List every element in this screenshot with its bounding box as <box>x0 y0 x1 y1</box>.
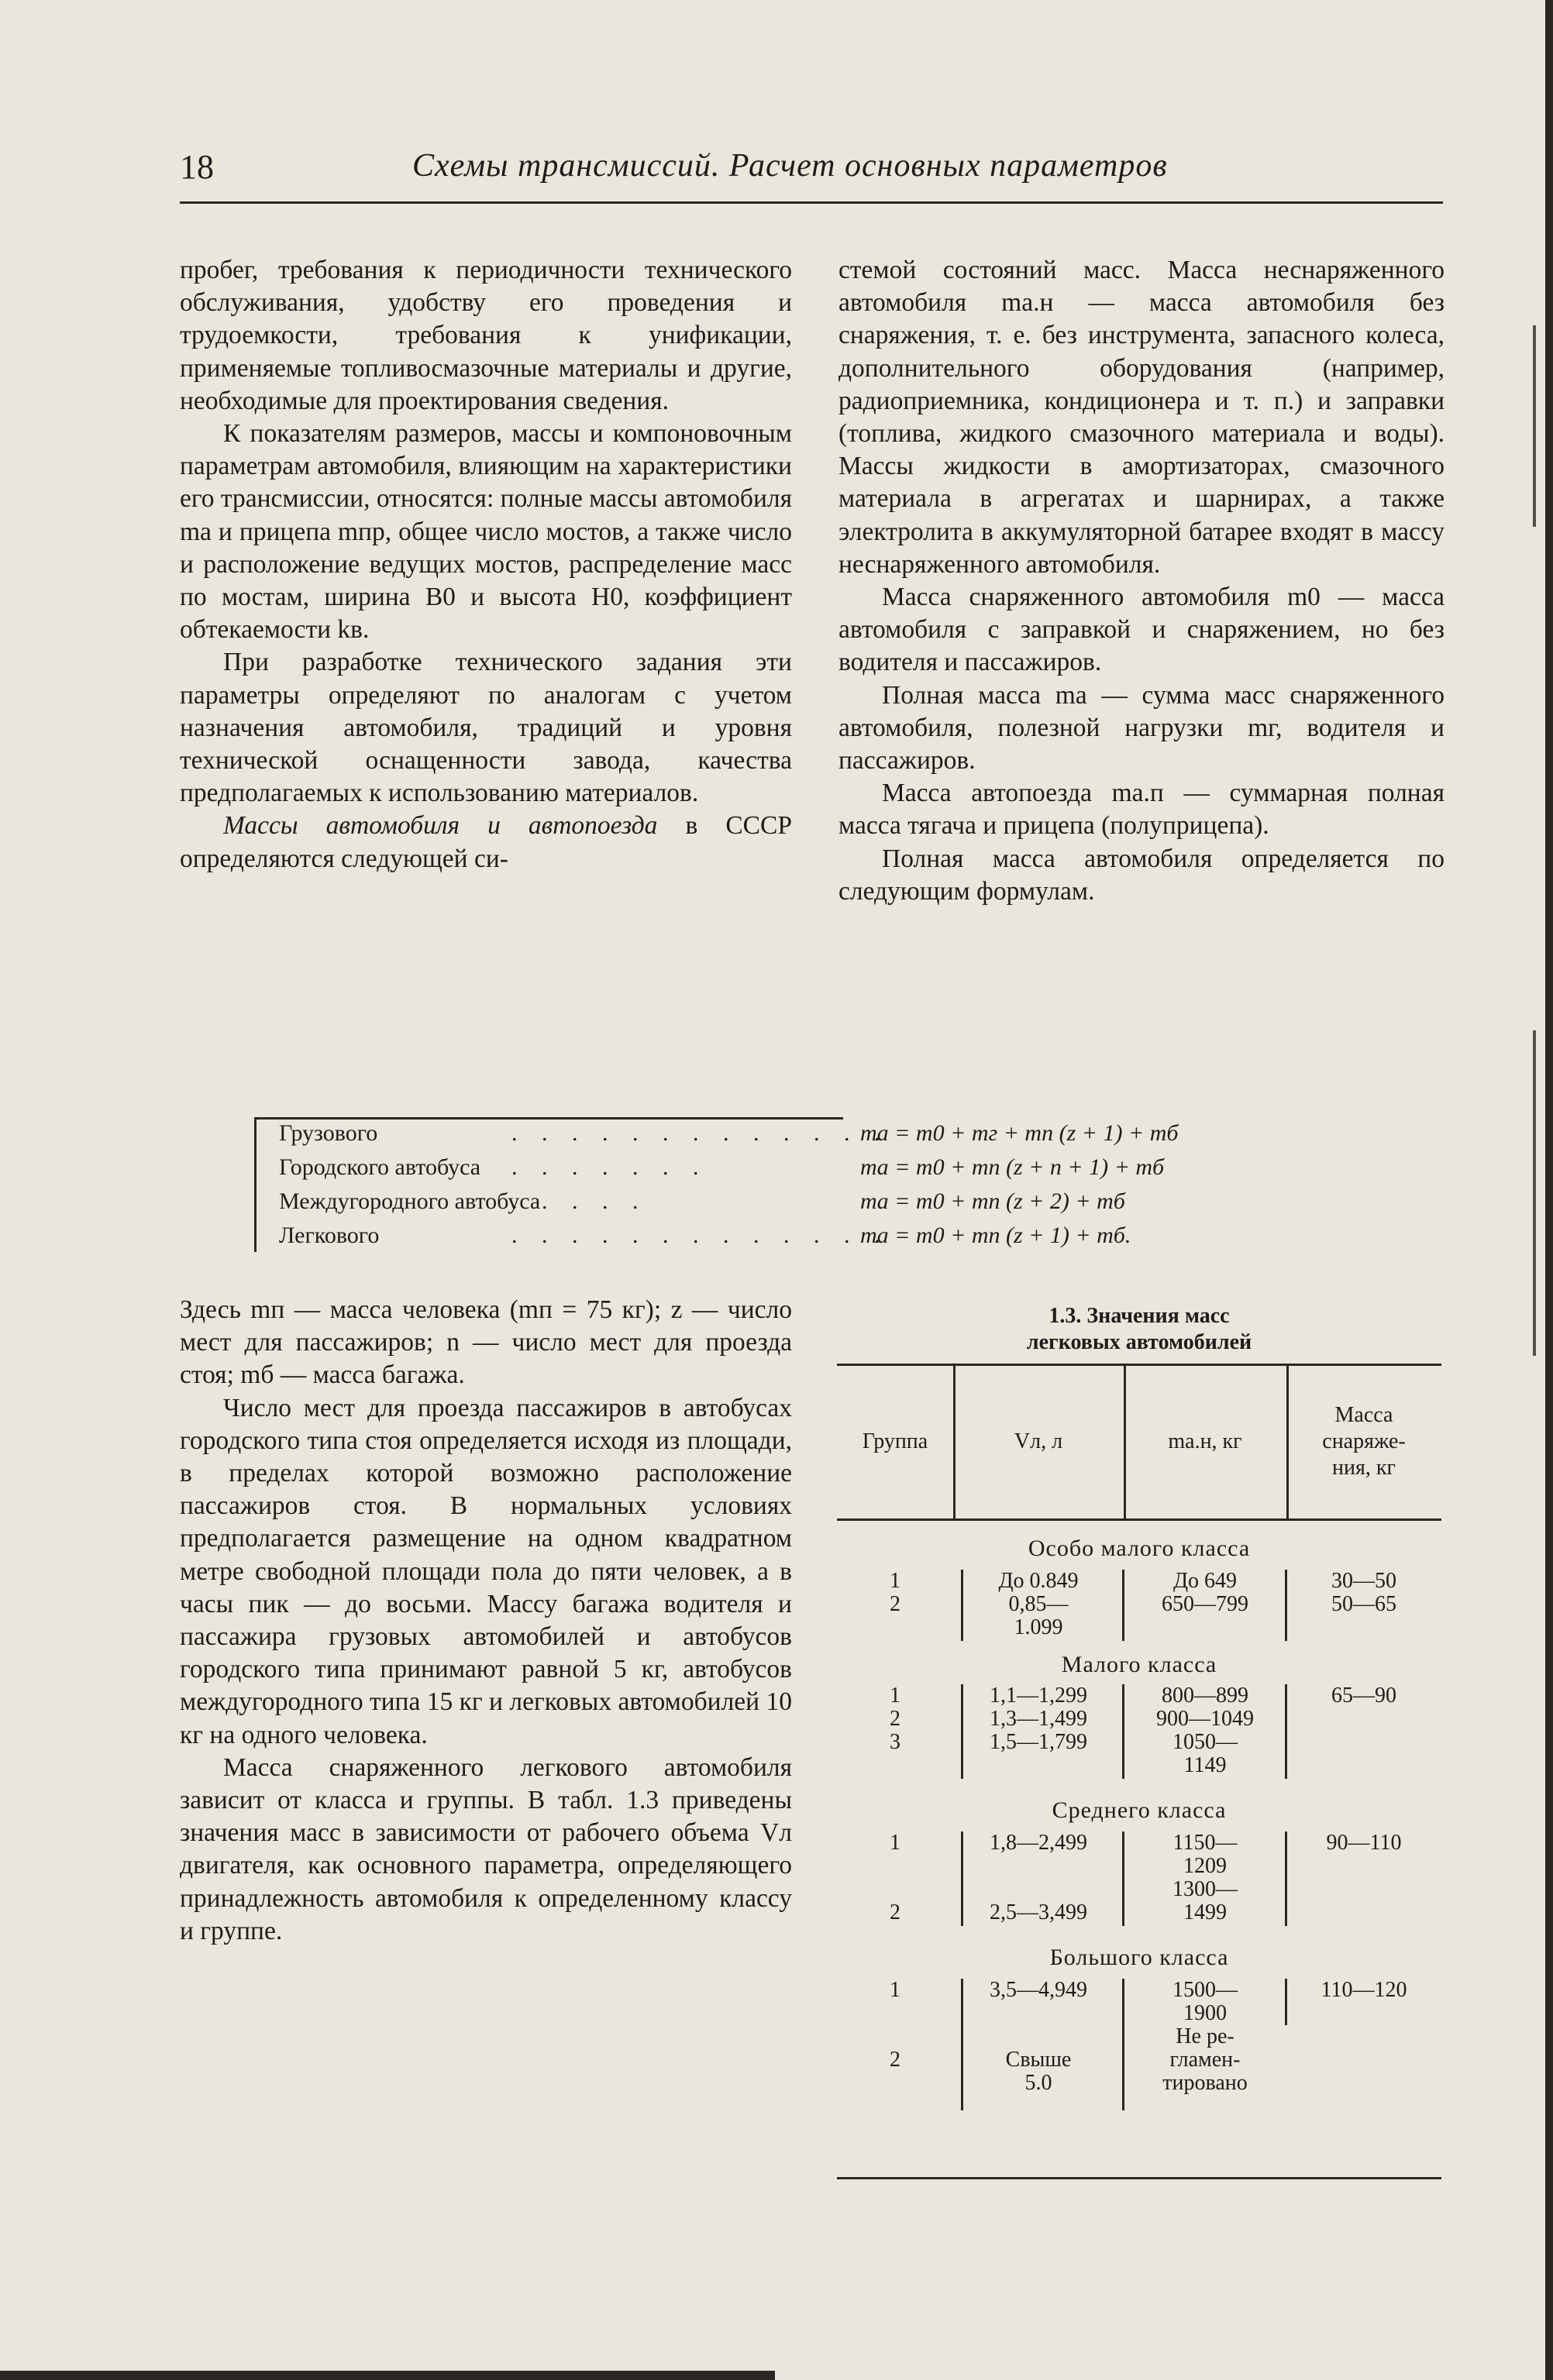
formula-row <box>279 1154 1379 1188</box>
formula-bracket <box>254 1117 257 1252</box>
page-number: 18 <box>180 148 214 186</box>
equipment-values: 30—50 50—65 <box>1331 1569 1396 1616</box>
header-mass-equipment <box>1286 1402 1441 1481</box>
formula: mа = m0 + mп (z + 1) + mб. <box>860 1223 1131 1248</box>
paragraph-tail: в СССР определяются следующей си- <box>180 811 792 873</box>
leader-dots: . . . . . . . <box>511 1154 708 1180</box>
group-numbers: 1 2 <box>890 1831 900 1924</box>
right-column-top <box>838 254 1445 908</box>
table-column-rule <box>961 1979 963 2110</box>
formula: mа = m0 + mп (z + n + 1) + mб <box>860 1154 1165 1180</box>
header-divider <box>180 201 1443 204</box>
formula: mа = m0 + mг + mп (z + 1) + mб <box>860 1120 1179 1146</box>
paragraph: При разработке технического задания эти параметры определяют по аналогам с учетом назначения автомобиля, традиций и уровня технической оснащенности завода, качества предполагаемых к использованию материалов. <box>180 648 792 808</box>
table-column-rule <box>1122 1684 1124 1779</box>
table-header-rule <box>837 1518 1441 1521</box>
class-heading: Среднего класса <box>1052 1797 1227 1823</box>
table-column-rule <box>961 1570 963 1641</box>
group-numbers: 1 2 <box>890 1978 900 2072</box>
volume-values: 1,1—1,299 1,3—1,499 1,5—1,799 <box>990 1684 1087 1754</box>
header-line: Масса <box>1334 1403 1393 1427</box>
page-bottom-shadow <box>0 2371 775 2380</box>
left-column-bottom <box>180 1294 792 1948</box>
mass-values: 1500— 1900 Не ре- гламен- тировано <box>1162 1978 1248 2095</box>
paragraph: Здесь mп — масса человека (mп = 75 кг); z — число мест для пассажиров; n — число мест для проезда стоя; mб — масса багажа. <box>180 1295 792 1390</box>
paragraph: пробег, требования к периодичности технического обслуживания, удобству его проведения и трудоемкости, требования к унификации, применяемые топливосмазочные материалы и другие, необходимые для проектирования сведения. <box>180 256 792 415</box>
header-group: Группа <box>862 1429 928 1453</box>
table-caption-line: легковых автомобилей <box>1026 1330 1252 1354</box>
table-column-rule <box>1122 1979 1124 2110</box>
mass-values: До 649 650—799 <box>1162 1569 1248 1616</box>
paragraph: Масса автопоезда mа.п — суммарная полная масса тягача и прицепа (полуприцепа). <box>838 779 1445 841</box>
table-column-rule <box>1122 1570 1124 1641</box>
table-column-rule <box>961 1831 963 1926</box>
table-top-rule <box>837 1364 1441 1366</box>
table-caption <box>837 1303 1441 1356</box>
paragraph: Масса снаряженного автомобиля m0 — масса автомобиля с заправкой и снаряжением, но без водителя и пассажиров. <box>838 583 1445 677</box>
leader-dots: . . . . . . . . . . . . . <box>511 1223 890 1248</box>
equipment-values: 65—90 <box>1331 1684 1396 1708</box>
equipment-values: 90—110 <box>1326 1831 1402 1855</box>
page-edge-shadow <box>1545 0 1553 2380</box>
header-line: ния, кг <box>1332 1456 1396 1480</box>
volume-values: 3,5—4,949 Свыше 5.0 <box>990 1978 1087 2095</box>
paragraph <box>180 810 792 875</box>
table-column-rule <box>1285 1570 1287 1641</box>
formula-row <box>279 1188 1379 1223</box>
equipment-values: 110—120 <box>1321 1978 1407 2002</box>
table-column-rule <box>1285 1831 1287 1926</box>
table-column-rule <box>961 1684 963 1779</box>
paragraph: Число мест для проезда пассажиров в автобусах городского типа стоя определяется исходя из площади, в пределах которой возможно расположение пассажиров стоя. В нормальных условиях предполагается размещение на одном квадратном метре свободной площади пола до пяти человек, а в часы пик — до восьми. Массу багажа водителя и пассажира грузовых автомобилей и автобусов городского типа принимают равной 5 кг, автобусов междугородного типа 15 кг и легковых автомобилей 10 кг на одного человека. <box>180 1393 792 1749</box>
formula-label: Легкового <box>279 1223 380 1248</box>
formula-top-rule <box>254 1117 843 1119</box>
leader-dots: . . . . . . . . . . . . . <box>511 1120 890 1146</box>
formula-label: Грузового <box>279 1120 378 1146</box>
header-mass-unequipped: mа.н, кг <box>1168 1429 1242 1453</box>
table-column-rule <box>1285 1979 1287 2025</box>
formula-label: Городского автобуса <box>279 1154 481 1180</box>
italic-term: Массы автомобиля и автопоезда <box>223 811 658 841</box>
group-numbers: 1 2 <box>890 1569 900 1616</box>
header-volume: Vл, л <box>1014 1429 1063 1453</box>
volume-values: 1,8—2,499 2,5—3,499 <box>990 1831 1087 1924</box>
left-column-top <box>180 254 792 875</box>
formula-row <box>279 1120 1379 1154</box>
formula-label: Междугородного автобуса <box>279 1188 541 1214</box>
scan-artifact <box>1533 325 1536 527</box>
paragraph: Полная масса автомобиля определяется по следующим формулам. <box>838 844 1445 906</box>
table-column-rule <box>1122 1831 1124 1926</box>
formula-row <box>279 1223 1379 1257</box>
paragraph: Полная масса mа — сумма масс снаряженного автомобиля, полезной нагрузки mг, водителя и пассажиров. <box>838 680 1445 776</box>
paragraph: стемой состояний масс. Масса неснаряженного автомобиля mа.н — масса автомобиля без снаряжения, т. е. без инструмента, запасного колеса, дополнительного оборудования (например, радиоприемника, кондиционера и т. п.) и заправки (топлива, жидкого смазочного материала и воды). Массы жидкости в амортизаторах, смазочного материала в агрегатах и шарнирах, а также электролита в аккумуляторной батарее входят в массу неснаряженного автомобиля. <box>838 256 1445 579</box>
table-caption-line: 1.3. Значения масс <box>1049 1304 1230 1328</box>
leader-dots: . . . . . <box>511 1188 648 1214</box>
class-heading: Особо малого класса <box>1028 1536 1251 1561</box>
scan-artifact <box>1533 1030 1536 1356</box>
table-bottom-rule <box>837 2177 1441 2179</box>
mass-values: 1150— 1209 1300— 1499 <box>1172 1831 1238 1924</box>
table-column-rule <box>1285 1684 1287 1779</box>
volume-values: До 0.849 0,85— 1.099 <box>998 1569 1079 1639</box>
mass-values: 800—899 900—1049 1050— 1149 <box>1156 1684 1254 1777</box>
page-header <box>180 147 1443 184</box>
header-line: снаряже- <box>1322 1429 1406 1453</box>
group-numbers: 1 2 3 <box>890 1684 900 1754</box>
class-heading: Большого класса <box>1049 1945 1229 1970</box>
running-title: Схемы трансмиссий. Расчет основных параметров <box>412 148 1168 184</box>
paragraph: К показателям размеров, массы и компоновочным параметрам автомобиля, влияющим на характеристики его трансмиссии, относятся: полные массы автомобиля mа и прицепа mпр, общее число мостов, а также число и расположение ведущих мостов, распределение масс по мостам, ширина B0 и высота H0, коэффициент обтекаемости kв. <box>180 419 792 645</box>
paragraph: Масса снаряженного легкового автомобиля зависит от класса и группы. В табл. 1.3 приведены значения масс в зависимости от рабочего объема Vл двигателя, как основного параметра, определяющего принадлежность автомобиля к определенному классу и группе. <box>180 1752 792 1945</box>
formula: mа = m0 + mп (z + 2) + mб <box>860 1188 1125 1214</box>
class-heading: Малого класса <box>1061 1652 1217 1677</box>
